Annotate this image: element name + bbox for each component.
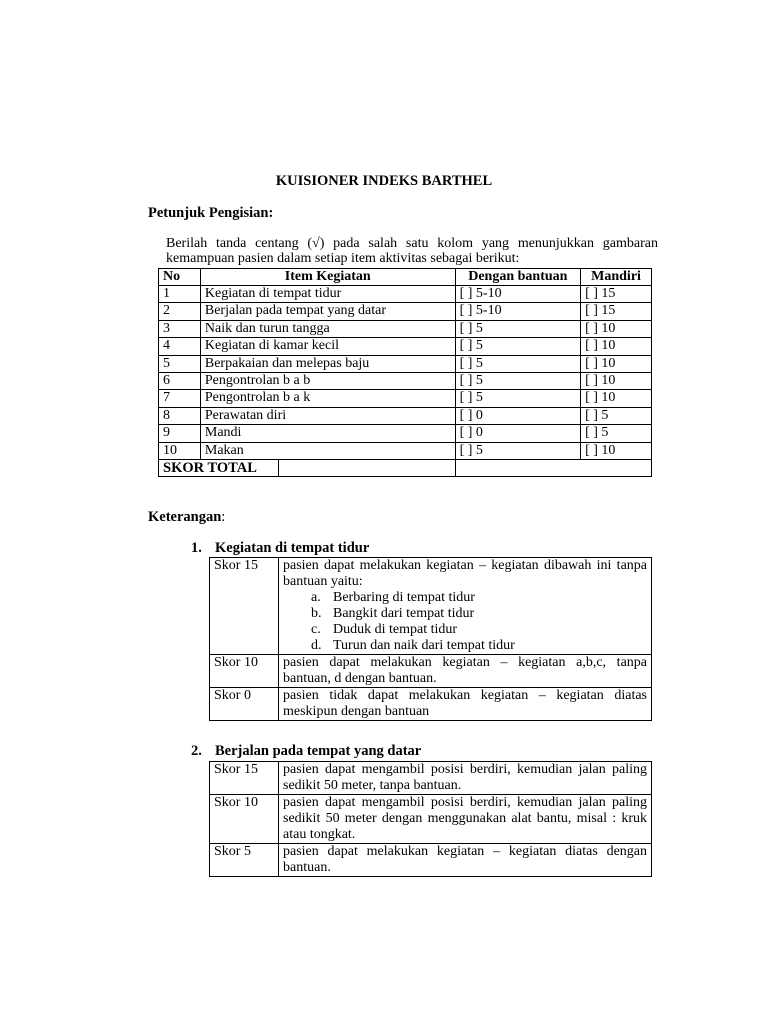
table-body [159,286,652,460]
cell-no: 6 [159,373,201,390]
cell-dengan-bantuan[interactable]: [ ] 5-10 [455,303,580,320]
cell-no: 1 [159,286,201,303]
score-label: Skor 10 [210,795,279,844]
section-1-label: Kegiatan di tempat tidur [215,540,370,556]
cell-no: 3 [159,320,201,337]
cell-item: Kegiatan di kamar kecil [200,338,455,355]
score-description-cell [279,795,652,844]
cell-dengan-bantuan[interactable]: [ ] 5 [455,338,580,355]
score-description-cell [279,655,652,688]
cell-item: Berpakaian dan melepas baju [200,355,455,372]
table-row [159,373,652,390]
table-row [159,425,652,442]
score-description: pasien dapat melakukan kegiatan – kegiatan a,b,c, tanpa bantuan, d dengan bantuan. [283,655,647,686]
total-empty-cell [455,460,651,477]
list-item [283,590,647,606]
list-text: Turun dan naik dari tempat tidur [333,638,515,653]
score-description: pasien dapat melakukan kegiatan – kegiatan dibawah ini tanpa bantuan yaitu: [283,558,647,589]
document-title: KUISIONER INDEKS BARTHEL [275,173,493,189]
skor-total-label: SKOR TOTAL [159,460,279,476]
score-row [210,762,652,795]
list-letter: a. [311,590,321,605]
keterangan-label: Keterangan [148,509,222,525]
cell-mandiri[interactable]: [ ] 10 [581,390,652,407]
score-row [210,688,652,721]
score-label: Skor 15 [210,762,279,795]
cell-mandiri[interactable]: [ ] 10 [581,442,652,459]
table-row [159,320,652,337]
total-row [159,460,652,477]
header-item: Item Kegiatan [200,269,455,286]
table-row [159,442,652,459]
header-mandiri: Mandiri [581,269,652,286]
cell-item: Pengontrolan b a k [200,390,455,407]
cell-no: 4 [159,338,201,355]
keterangan-colon: : [221,509,226,525]
keterangan-heading [148,509,225,526]
section-2-table [209,761,652,877]
cell-mandiri[interactable]: [ ] 15 [581,303,652,320]
cell-mandiri[interactable]: [ ] 10 [581,320,652,337]
table-header-row [159,269,652,286]
table-row [159,338,652,355]
list-text: Duduk di tempat tidur [333,622,458,637]
cell-item: Kegiatan di tempat tidur [200,286,455,303]
cell-item: Naik dan turun tangga [200,320,455,337]
section-1-table [209,557,652,721]
cell-mandiri[interactable]: [ ] 10 [581,355,652,372]
cell-no: 7 [159,390,201,407]
cell-mandiri[interactable]: [ ] 10 [581,373,652,390]
cell-item: Mandi [200,425,455,442]
cell-dengan-bantuan[interactable]: [ ] 5 [455,355,580,372]
cell-no: 10 [159,442,201,459]
cell-mandiri[interactable]: [ ] 5 [581,425,652,442]
score-description-cell [279,558,652,655]
score-description: pasien dapat mengambil posisi berdiri, kemudian jalan paling sedikit 50 meter, tanpa bantuan. [283,762,647,793]
score-label: Skor 10 [210,655,279,688]
cell-item: Pengontrolan b a b [200,373,455,390]
table-row [159,286,652,303]
barthel-score-table [158,268,652,477]
score-label: Skor 0 [210,688,279,721]
score-row [210,795,652,844]
cell-item: Makan [200,442,455,459]
section-2-number: 2. [191,743,202,759]
list-letter: c. [311,622,321,637]
list-letter: b. [311,606,322,621]
list-item [283,622,647,638]
score-label: Skor 15 [210,558,279,655]
list-letter: d. [311,638,322,653]
score-description-cell [279,844,652,877]
score-description-cell [279,688,652,721]
table-row [159,407,652,424]
score-row [210,655,652,688]
header-dengan-bantuan: Dengan bantuan [455,269,580,286]
cell-item: Berjalan pada tempat yang datar [200,303,455,320]
cell-mandiri[interactable]: [ ] 15 [581,286,652,303]
cell-mandiri[interactable]: [ ] 5 [581,407,652,424]
cell-no: 5 [159,355,201,372]
section-1-number: 1. [191,540,202,556]
cell-mandiri[interactable]: [ ] 10 [581,338,652,355]
cell-dengan-bantuan[interactable]: [ ] 0 [455,425,580,442]
intro-instruction: Berilah tanda centang (√) pada salah satu kolom yang menunjukkan gambaran kemampuan pasien dalam setiap item aktivitas sebagai berikut: [166,236,658,266]
score-label: Skor 5 [210,844,279,877]
score-row [210,844,652,877]
score-description: pasien dapat mengambil posisi berdiri, kemudian jalan paling sedikit 50 meter dengan menggunakan alat bantu, misal : kruk atau tongkat. [283,795,647,842]
score-row [210,558,652,655]
cell-dengan-bantuan[interactable]: [ ] 5-10 [455,286,580,303]
list-item [283,638,647,654]
cell-dengan-bantuan[interactable]: [ ] 5 [455,320,580,337]
section-2-title [191,743,421,760]
section-1-title [191,540,369,557]
cell-no: 2 [159,303,201,320]
petunjuk-heading: Petunjuk Pengisian: [148,205,274,221]
score-description-cell [279,762,652,795]
cell-dengan-bantuan[interactable]: [ ] 0 [455,407,580,424]
list-item [283,606,647,622]
header-no: No [159,269,201,286]
section-2-label: Berjalan pada tempat yang datar [215,743,422,759]
score-description: pasien tidak dapat melakukan kegiatan – kegiatan diatas meskipun dengan bantuan [283,688,647,719]
list-text: Berbaring di tempat tidur [333,590,475,605]
cell-dengan-bantuan[interactable]: [ ] 5 [455,373,580,390]
cell-dengan-bantuan[interactable]: [ ] 5 [455,390,580,407]
score-description: pasien dapat melakukan kegiatan – kegiatan diatas dengan bantuan. [283,844,647,875]
skor-total-value[interactable] [279,460,455,476]
cell-item: Perawatan diri [200,407,455,424]
cell-dengan-bantuan[interactable]: [ ] 5 [455,442,580,459]
table-row [159,390,652,407]
table-row [159,355,652,372]
table-row [159,303,652,320]
activity-list [283,590,647,654]
list-text: Bangkit dari tempat tidur [333,606,475,621]
cell-no: 9 [159,425,201,442]
cell-no: 8 [159,407,201,424]
